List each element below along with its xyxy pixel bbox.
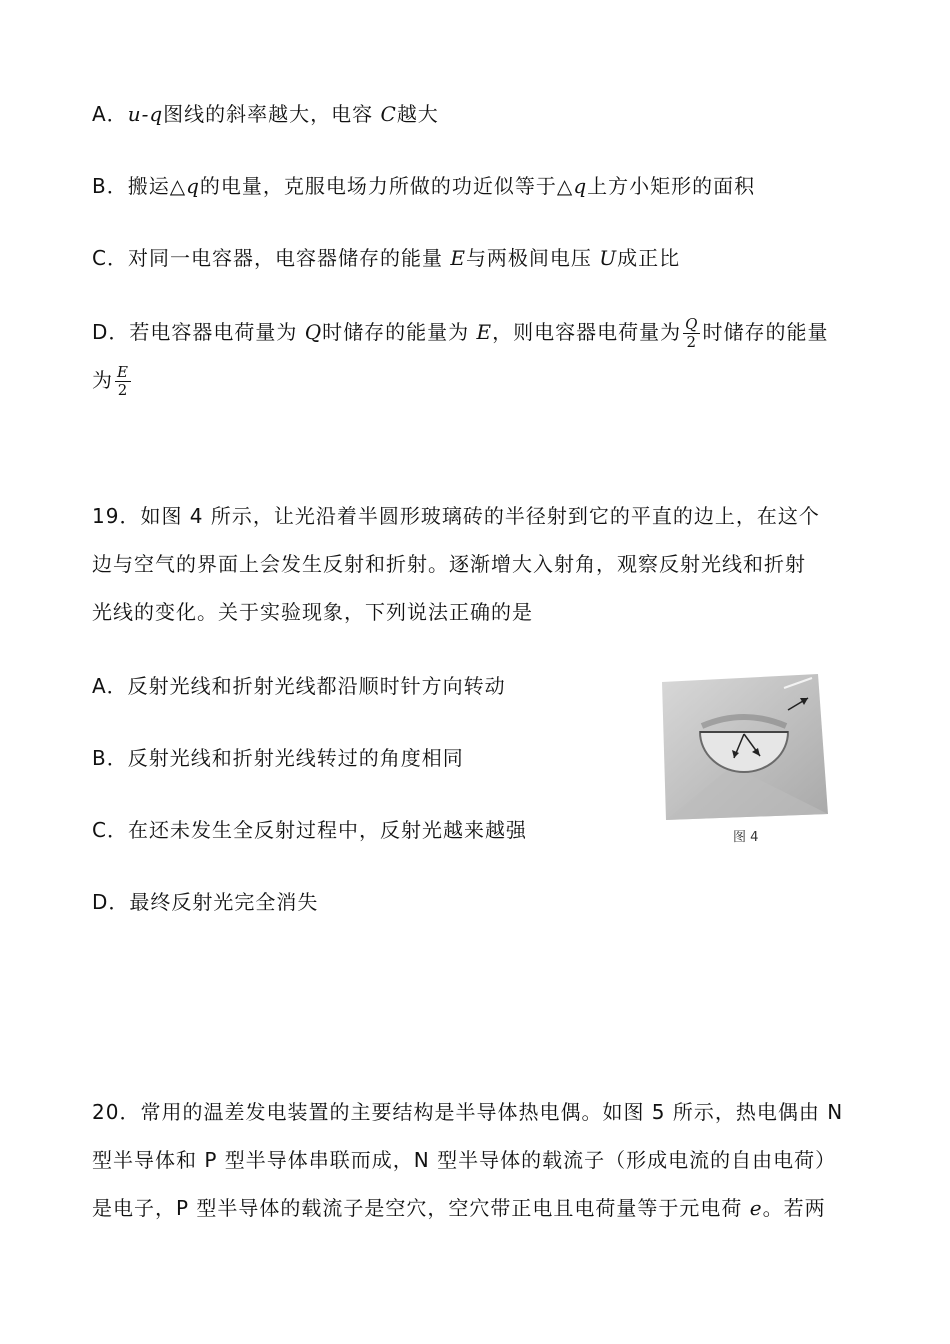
figure-4-glass-brick-photo [662,674,830,820]
var-q-upper: Q [304,320,323,344]
q19-stem-line2: 边与空气的界面上会发生反射和折射。逐渐增大入射角，观察反射光线和折射 [92,552,806,576]
q19-option-c: C．在还未发生全反射过程中，反射光越来越强 [92,818,527,842]
q18-option-d-text2: ，则电容器电荷量为 [492,320,682,344]
fraction-q-over-2 [683,316,700,351]
q18-option-d-prefix: D．若电容器电荷量为 [92,320,305,344]
var-u-q: u-q [127,102,164,126]
q18-option-d-text1: 时储存的能量为 [322,320,477,344]
var-u: U [599,246,618,270]
q19-stem-line1: 19．如图 4 所示，让光沿着半圆形玻璃砖的半径射到它的平直的边上，在这个 [92,504,820,528]
figure-4-caption: 图 4 [733,830,759,845]
q18-option-c [92,244,680,272]
q18-option-c-text1: 与两极间电压 [465,246,600,270]
q20-stem-line1: 20．常用的温差发电装置的主要结构是半导体热电偶。如图 5 所示，热电偶由 N [92,1100,844,1124]
var-q: q [186,174,200,198]
var-e-charge: e [749,1196,763,1220]
q19-option-a: A．反射光线和折射光线都沿顺时针方向转动 [92,674,506,698]
q18-option-d-line2 [92,364,133,399]
var-q: q [573,174,588,198]
q18-option-b-text2: 上方小矩形的面积 [587,174,756,198]
fraction-numerator: Q [685,315,699,333]
q18-option-b [92,172,755,200]
fraction-denominator: 2 [117,381,129,399]
fraction-denominator: 2 [686,333,698,351]
q20-stem-line3-suffix: 。若两 [762,1196,826,1220]
q20-stem-line3-prefix: 是电子，P 型半导体的载流子是空穴，空穴带正电且电荷量等于元电荷 [92,1196,750,1220]
q18-option-a-prefix: A． [92,102,128,126]
q18-option-a [92,100,439,128]
q18-option-d-line2-prefix: 为 [92,368,113,392]
q18-option-a-text1: 图线的斜率越大，电容 [163,102,381,126]
q18-option-d [92,316,828,351]
q18-option-b-text1: 的电量，克服电场力所做的功近似等于△ [199,174,574,198]
q19-stem-line3: 光线的变化。关于实验现象，下列说法正确的是 [92,600,533,624]
q18-option-d-text3: 时储存的能量 [702,320,829,344]
q18-option-b-prefix: B．搬运△ [92,174,187,198]
q19-option-d: D．最终反射光完全消失 [92,890,319,914]
q20-stem-line2: 型半导体和 P 型半导体串联而成，N 型半导体的载流子（形成电流的自由电荷） [92,1148,837,1172]
q18-option-c-prefix: C．对同一电容器，电容器储存的能量 [92,246,451,270]
fraction-e-over-2 [115,364,131,399]
q20-stem-line3 [92,1194,826,1222]
var-e: E [476,320,493,344]
q19-option-b: B．反射光线和折射光线转过的角度相同 [92,746,464,770]
q18-option-c-text2: 成正比 [617,246,681,270]
var-e: E [450,246,466,270]
q18-option-a-text2: 越大 [396,102,439,126]
fraction-numerator: E [117,363,129,381]
var-c: C [380,102,397,126]
